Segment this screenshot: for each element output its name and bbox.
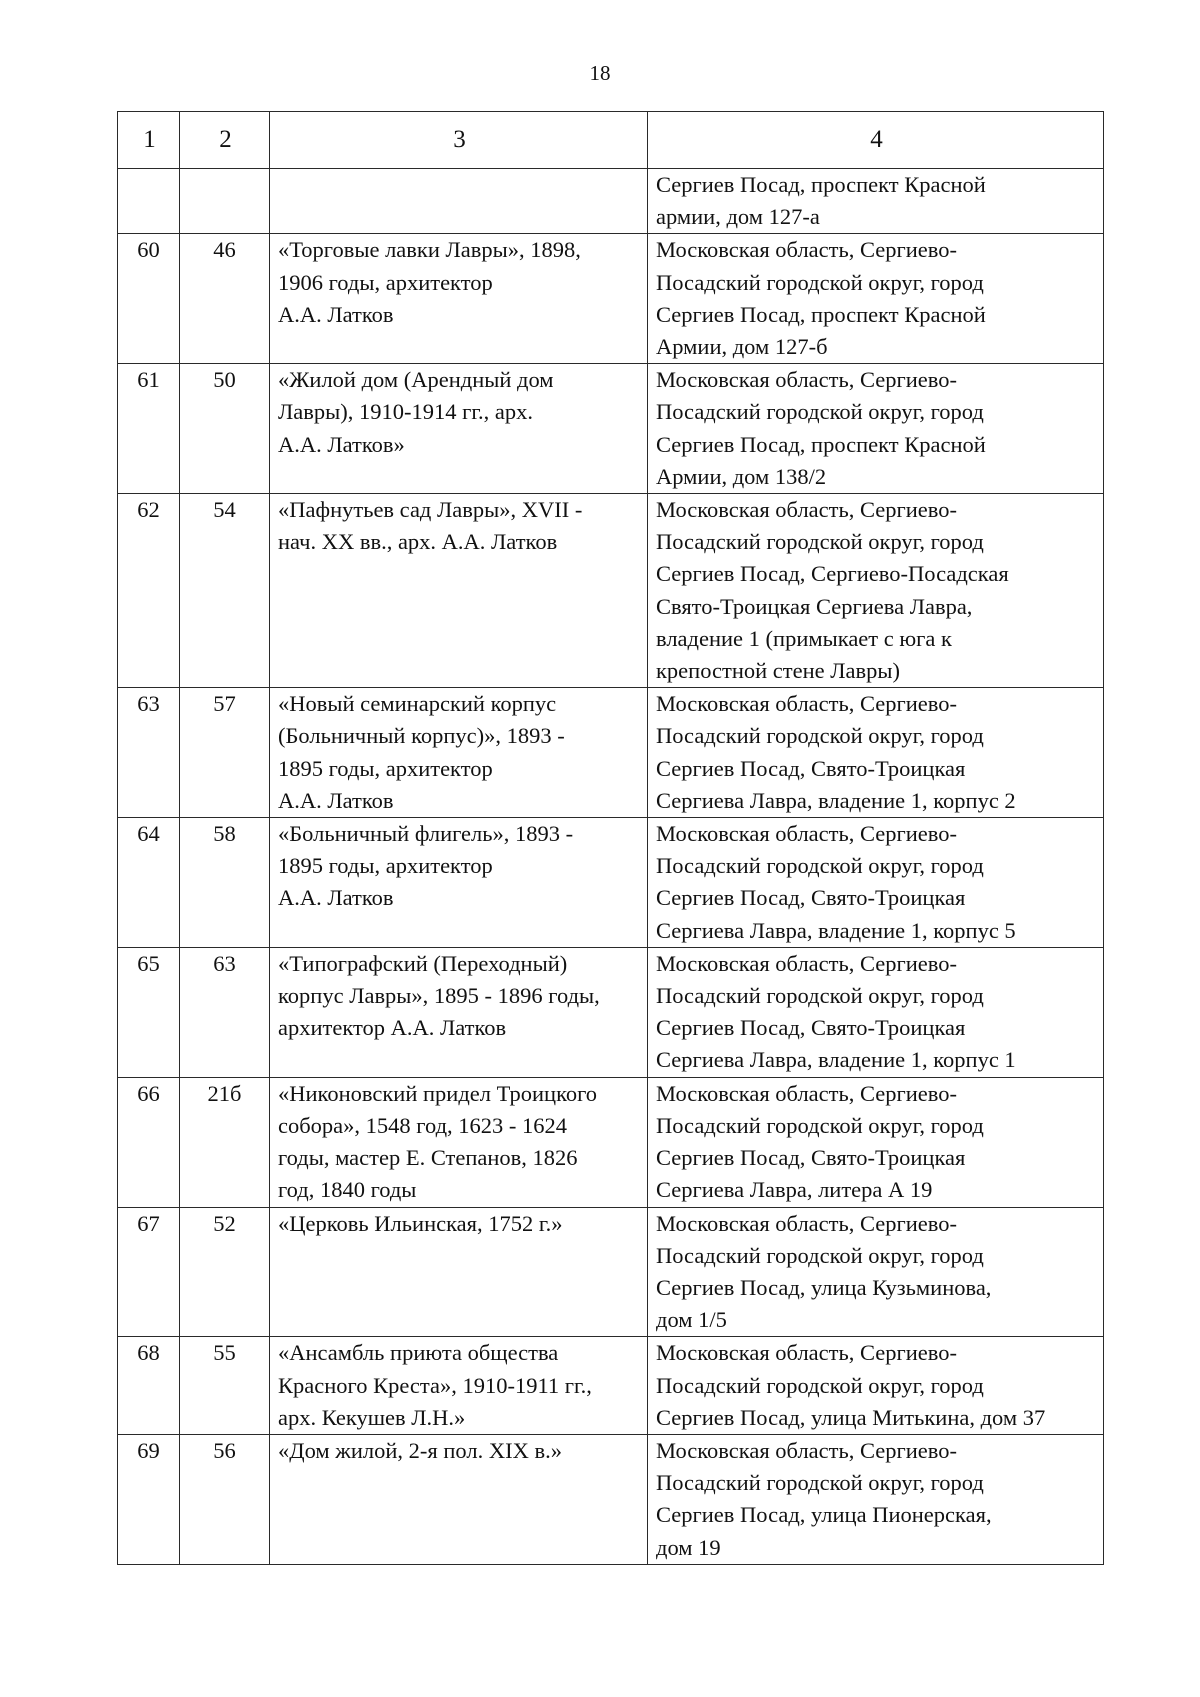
address-line: Посадский городской округ, город: [656, 399, 984, 425]
registry-number-cell: 63: [180, 947, 270, 1077]
address-line: Сергиева Лавра, владение 1, корпус 2: [656, 787, 1016, 813]
address-line: Сергиева Лавра, литера А 19: [656, 1177, 933, 1203]
row-number-cell: 68: [118, 1337, 180, 1435]
address-line: Московская область, Сергиево-: [656, 821, 957, 847]
object-name-cell: [270, 234, 648, 364]
object-name-line: архитектор А.А. Латков: [278, 1015, 507, 1041]
table-row: [118, 818, 1104, 948]
address-line: армии, дом 127-а: [656, 204, 820, 230]
address-line: Московская область, Сергиево-: [656, 950, 957, 976]
heritage-objects-table: [117, 111, 1104, 1565]
address-line: Московская область, Сергиево-: [656, 367, 957, 393]
object-name-line: годы, мастер Е. Степанов, 1826: [278, 1145, 578, 1171]
table-row: [118, 494, 1104, 688]
address-cell: [648, 947, 1104, 1077]
address-line: владение 1 (примыкает с юга к: [656, 625, 952, 651]
address-line: Московская область, Сергиево-: [656, 1437, 957, 1463]
object-name-line: «Пафнутьев сад Лавры», XVII -: [278, 497, 583, 523]
object-name-line: «Больничный флигель», 1893 -: [278, 821, 574, 847]
table-header-row: [118, 112, 1104, 169]
registry-number-cell: 50: [180, 364, 270, 494]
address-cell: [648, 494, 1104, 688]
object-name-cell: [270, 1337, 648, 1435]
row-number-cell: 64: [118, 818, 180, 948]
object-name-cell: [270, 947, 648, 1077]
object-name-line: год, 1840 годы: [278, 1177, 417, 1203]
address-line: дом 1/5: [656, 1307, 727, 1333]
table-body: [118, 169, 1104, 1565]
column-header-2: 2: [180, 112, 270, 169]
address-line: Армии, дом 127-б: [656, 334, 828, 360]
address-line: Сергиев Посад, улица Пионерская,: [656, 1502, 992, 1528]
address-line: Посадский городской округ, город: [656, 1372, 984, 1398]
object-name-line: «Никоновский придел Троицкого: [278, 1080, 598, 1106]
address-line: Сергиев Посад, Свято-Троицкая: [656, 755, 966, 781]
address-line: Сергиев Посад, Сергиево-Посадская: [656, 561, 1009, 587]
table-row: [118, 1434, 1104, 1564]
address-line: Сергиев Посад, проспект Красной: [656, 431, 986, 457]
address-line: Сергиева Лавра, владение 1, корпус 5: [656, 917, 1016, 943]
object-name-line: «Жилой дом (Арендный дом: [278, 367, 554, 393]
address-line: Московская область, Сергиево-: [656, 1210, 957, 1236]
page-number: 18: [589, 61, 611, 85]
registry-number-cell: 21б: [180, 1077, 270, 1207]
address-cell: [648, 1207, 1104, 1337]
table-row: [118, 1077, 1104, 1207]
object-name-cell: [270, 818, 648, 948]
address-cell: [648, 1337, 1104, 1435]
address-cell: [648, 1077, 1104, 1207]
column-header-4: 4: [648, 112, 1104, 169]
table-row: [118, 688, 1104, 818]
address-line: Сергиев Посад, проспект Красной: [656, 172, 986, 197]
row-number-cell: 69: [118, 1434, 180, 1564]
row-number-cell: 67: [118, 1207, 180, 1337]
address-line: Московская область, Сергиево-: [656, 1080, 957, 1106]
address-line: Посадский городской округ, город: [656, 1242, 984, 1268]
address-line: Посадский городской округ, город: [656, 983, 984, 1009]
object-name-cell: [270, 364, 648, 494]
address-line: Посадский городской округ, город: [656, 529, 984, 555]
column-header-1: 1: [118, 112, 180, 169]
registry-number-cell: 55: [180, 1337, 270, 1435]
row-number-cell: 66: [118, 1077, 180, 1207]
object-name-line: «Торговые лавки Лавры», 1898,: [278, 237, 581, 263]
object-name-cell: [270, 688, 648, 818]
object-name-cell: [270, 1207, 648, 1337]
object-name-cell: [270, 1077, 648, 1207]
address-line: Посадский городской округ, город: [656, 1112, 984, 1138]
address-cell: [648, 688, 1104, 818]
address-cell: [648, 234, 1104, 364]
address-line: Сергиев Посад, Свято-Троицкая: [656, 1145, 966, 1171]
column-header-3: 3: [270, 112, 648, 169]
object-name-line: «Церковь Ильинская, 1752 г.»: [278, 1210, 563, 1236]
object-name-line: (Больничный корпус)», 1893 -: [278, 723, 565, 749]
object-name-line: Лавры), 1910-1914 гг., арх.: [278, 399, 534, 425]
registry-number-cell: 57: [180, 688, 270, 818]
row-number-cell: 65: [118, 947, 180, 1077]
address-line: Московская область, Сергиево-: [656, 237, 957, 263]
object-name-line: А.А. Латков: [278, 787, 394, 813]
object-name-line: арх. Кекушев Л.Н.»: [278, 1404, 466, 1430]
object-name-line: нач. XX вв., арх. А.А. Латков: [278, 529, 558, 555]
registry-number-cell: 58: [180, 818, 270, 948]
row-number-cell: 63: [118, 688, 180, 818]
registry-number-cell: 54: [180, 494, 270, 688]
table-row: [118, 1207, 1104, 1337]
object-name-line: собора», 1548 год, 1623 - 1624: [278, 1112, 568, 1138]
address-cell: [648, 1434, 1104, 1564]
address-cell: [648, 169, 1104, 234]
address-line: Московская область, Сергиево-: [656, 1340, 957, 1366]
address-line: Армии, дом 138/2: [656, 463, 827, 489]
address-line: Сергиева Лавра, владение 1, корпус 1: [656, 1047, 1016, 1073]
address-line: крепостной стене Лавры): [656, 658, 900, 684]
object-name-line: А.А. Латков: [278, 885, 394, 911]
address-cell: [648, 818, 1104, 948]
table-row: [118, 169, 1104, 234]
address-line: Московская область, Сергиево-: [656, 691, 957, 717]
object-name-cell: [270, 169, 648, 234]
object-name-line: «Ансамбль приюта общества: [278, 1340, 559, 1366]
registry-number-cell: [180, 169, 270, 234]
row-number-cell: 60: [118, 234, 180, 364]
registry-number-cell: 52: [180, 1207, 270, 1337]
table-row: [118, 234, 1104, 364]
object-name-line: корпус Лавры», 1895 - 1896 годы,: [278, 983, 600, 1009]
table-row: [118, 364, 1104, 494]
address-line: Сергиев Посад, проспект Красной: [656, 301, 986, 327]
address-line: Посадский городской округ, город: [656, 853, 984, 879]
registry-number-cell: 56: [180, 1434, 270, 1564]
address-line: Сергиев Посад, Свято-Троицкая: [656, 1015, 966, 1041]
object-name-line: А.А. Латков»: [278, 431, 405, 457]
address-line: Московская область, Сергиево-: [656, 497, 957, 523]
address-cell: [648, 364, 1104, 494]
address-line: дом 19: [656, 1534, 721, 1560]
address-line: Сергиев Посад, Свято-Троицкая: [656, 885, 966, 911]
object-name-line: А.А. Латков: [278, 301, 394, 327]
object-name-line: «Типографский (Переходный): [278, 950, 568, 976]
object-name-cell: [270, 1434, 648, 1564]
address-line: Сергиев Посад, улица Митькина, дом 37: [656, 1404, 1046, 1430]
object-name-cell: [270, 494, 648, 688]
row-number-cell: 61: [118, 364, 180, 494]
object-name-line: 1906 годы, архитектор: [278, 269, 493, 295]
object-name-line: Красного Креста», 1910-1911 гг.,: [278, 1372, 592, 1398]
address-line: Посадский городской округ, город: [656, 1470, 984, 1496]
address-line: Сергиев Посад, улица Кузьминова,: [656, 1274, 992, 1300]
object-name-line: 1895 годы, архитектор: [278, 853, 493, 879]
address-line: Свято-Троицкая Сергиева Лавра,: [656, 593, 973, 619]
table-row: [118, 947, 1104, 1077]
object-name-line: 1895 годы, архитектор: [278, 755, 493, 781]
table-row: [118, 1337, 1104, 1435]
object-name-line: «Дом жилой, 2-я пол. XIX в.»: [278, 1437, 562, 1463]
object-name-line: «Новый семинарский корпус: [278, 691, 557, 717]
row-number-cell: 62: [118, 494, 180, 688]
row-number-cell: [118, 169, 180, 234]
address-line: Посадский городской округ, город: [656, 723, 984, 749]
address-line: Посадский городской округ, город: [656, 269, 984, 295]
registry-number-cell: 46: [180, 234, 270, 364]
